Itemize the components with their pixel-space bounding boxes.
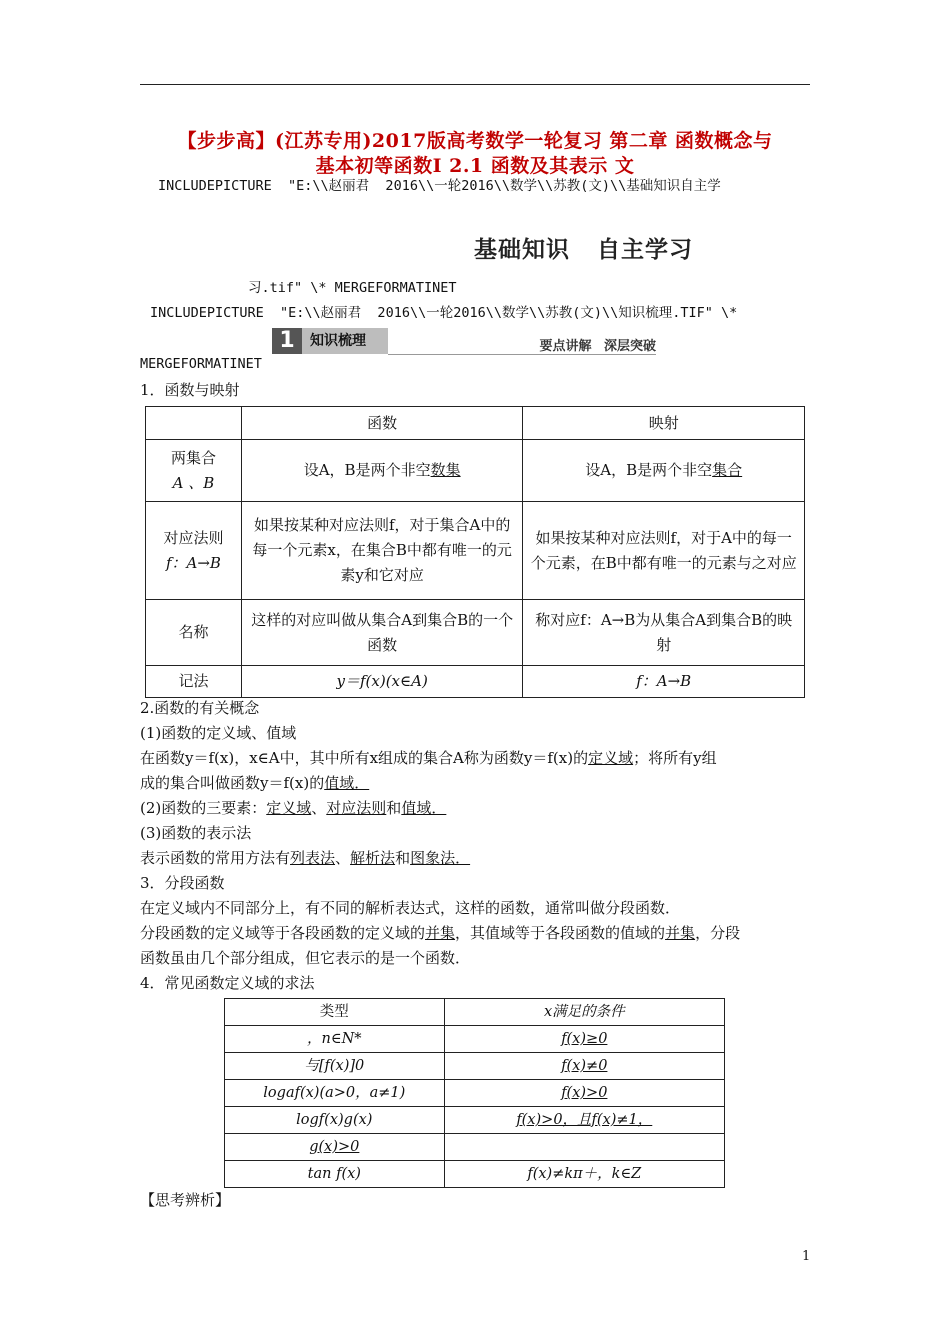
table-row (225, 1107, 725, 1134)
section3-para2-line1 (140, 921, 815, 945)
document-title-line1: 【步步高】(江苏专用)2017版高考数学一轮复习 第二章 函数概念与 (177, 130, 773, 152)
type-cell (225, 1134, 445, 1161)
table-row (225, 1080, 725, 1107)
table-row (225, 1134, 725, 1161)
section1-heading: 1．函数与映射 (140, 381, 240, 399)
row-label-line: A 、B (172, 473, 215, 492)
section3-heading: 3．分段函数 (140, 874, 225, 892)
condition-cell (444, 1107, 724, 1134)
condition-text: f(x)>0 (561, 1085, 608, 1101)
page-number: 1 (802, 1249, 811, 1264)
condition-text: f(x)≥0 (561, 1031, 608, 1047)
row-label: 记法 (146, 666, 242, 698)
table-header-row (225, 999, 725, 1026)
condition-cell (444, 1080, 724, 1107)
text: ，其值域等于各段函数的值域的 (455, 924, 666, 942)
text: 、 (311, 799, 327, 817)
underlined-term: 并集 (425, 924, 456, 942)
type-cell: ，n∈N* (225, 1026, 445, 1053)
text: 成的集合叫做函数y＝f(x)的 (140, 774, 325, 792)
text: 、 (335, 849, 351, 867)
banner-underline (388, 354, 656, 355)
text: 分段函数的定义域等于各段函数的定义域的 (140, 924, 426, 942)
domain-conditions-table (224, 998, 725, 1188)
knowledge-banner (272, 328, 656, 356)
include-field-2: INCLUDEPICTURE "E:\\赵丽君 2016\\一轮2016\\数学\\苏教(文)\\知识梳理.TIF" \* (150, 305, 738, 321)
condition-text: f(x)>0，且f(x)≠1， (516, 1112, 653, 1128)
table-header-cell (146, 407, 242, 440)
banner-number: 1 (272, 328, 302, 354)
condition-text: f(x)≠0 (561, 1058, 608, 1074)
row-label-line: 对应法则 (163, 528, 224, 547)
section4-heading: 4．常见函数定义域的求法 (140, 974, 315, 992)
text: ，分段 (695, 924, 741, 942)
table-header-cell: 映射 (523, 407, 805, 440)
underlined-term: 定义域 (266, 799, 312, 817)
table-header-row (146, 407, 805, 440)
underlined-term: 列表法 (290, 849, 336, 867)
table-row (146, 600, 805, 666)
mapping-cell (523, 440, 805, 502)
table-header-cell: 类型 (225, 999, 445, 1026)
banner-subtitle: 要点讲解 深层突破 (539, 339, 656, 354)
condition-cell: f(x)≠kπ＋，k∈Z (444, 1161, 724, 1188)
section2-sub2 (140, 796, 815, 820)
section2-sub3: (3)函数的表示法 (140, 824, 252, 842)
row-label (146, 502, 242, 600)
function-mapping-table (145, 406, 805, 698)
row-label: 名称 (146, 600, 242, 666)
underlined-term: 值域． (401, 799, 447, 817)
text: 和 (395, 849, 411, 867)
table-row (225, 1161, 725, 1188)
table-row (146, 666, 805, 698)
table-row (146, 502, 805, 600)
cell-text: 设A，B是两个非空 (303, 461, 431, 479)
type-cell: tan f(x) (225, 1161, 445, 1188)
underlined-term: 并集 (665, 924, 696, 942)
document-title-line2: 基本初等函数Ⅰ 2.1 函数及其表示 文 (315, 155, 635, 177)
mapping-cell: f：A→B (523, 666, 805, 698)
text: 表示函数的常用方法有 (140, 849, 291, 867)
type-cell: logaf(x)(a>0，a≠1) (225, 1080, 445, 1107)
type-text: g(x)>0 (309, 1139, 360, 1155)
top-rule (140, 84, 810, 85)
underlined-term: 定义域 (588, 749, 634, 767)
section3-para2-line2: 函数虽由几个部分组成，但它表示的是一个函数． (140, 949, 471, 967)
type-cell: logf(x)g(x) (225, 1107, 445, 1134)
underlined-term: 图象法． (410, 849, 471, 867)
function-cell: 这样的对应叫做从集合A到集合B的一个函数 (241, 600, 523, 666)
think-heading: 【思考辨析】 (140, 1191, 231, 1209)
section2-para1-line1 (140, 746, 815, 770)
mapping-cell: 如果按某种对应法则f，对于A中的每一个元素，在B中都有唯一的元素与之对应 (523, 502, 805, 600)
table-header-cell: x满足的条件 (444, 999, 724, 1026)
row-label-line: 两集合 (170, 448, 216, 467)
condition-cell (444, 1134, 724, 1161)
type-cell: 与[f(x)]0 (225, 1053, 445, 1080)
cell-underlined: 数集 (430, 461, 461, 479)
row-label (146, 440, 242, 502)
table-row (225, 1026, 725, 1053)
include-field-1: INCLUDEPICTURE "E:\\赵丽君 2016\\一轮2016\\数学\\苏教(文)\\基础知识自主学 (158, 178, 721, 194)
section2-sub1: (1)函数的定义域、值域 (140, 724, 297, 742)
condition-cell (444, 1053, 724, 1080)
text: (2)函数的三要素： (140, 799, 267, 817)
text: 在函数y＝f(x)，x∈A中，其中所有x组成的集合A称为函数y＝f(x)的 (140, 749, 589, 767)
section-heading-basics: 基础知识 自主学习 (474, 237, 694, 263)
section2-para1-line2 (140, 771, 815, 795)
include-field-2-cont: MERGEFORMATINET (140, 356, 262, 372)
function-cell: 如果按某种对应法则f，对于集合A中的每一个元素x，在集合B中都有唯一的元素y和它对应 (241, 502, 523, 600)
cell-text: 设A，B是两个非空 (585, 461, 713, 479)
cell-underlined: 集合 (712, 461, 743, 479)
function-cell (241, 440, 523, 502)
table-row (146, 440, 805, 502)
condition-cell (444, 1026, 724, 1053)
section2-para3 (140, 846, 815, 870)
function-cell: y＝f(x)(x∈A) (241, 666, 523, 698)
section3-para1: 在定义域内不同部分上，有不同的解析表达式，这样的函数，通常叫做分段函数． (140, 899, 681, 917)
underlined-term: 解析法 (350, 849, 396, 867)
underlined-term: 值域． (324, 774, 370, 792)
section2-heading: 2.函数的有关概念 (140, 699, 260, 717)
text: ；将所有y组 (633, 749, 717, 767)
banner-label: 知识梳理 (302, 328, 388, 354)
table-header-cell: 函数 (241, 407, 523, 440)
row-label-line: f：A→B (165, 553, 221, 572)
text: 和 (386, 799, 402, 817)
include-field-1-cont: 习.tif" \* MERGEFORMATINET (248, 280, 457, 296)
table-row (225, 1053, 725, 1080)
underlined-term: 对应法则 (326, 799, 387, 817)
mapping-cell: 称对应f：A→B为从集合A到集合B的映射 (523, 600, 805, 666)
